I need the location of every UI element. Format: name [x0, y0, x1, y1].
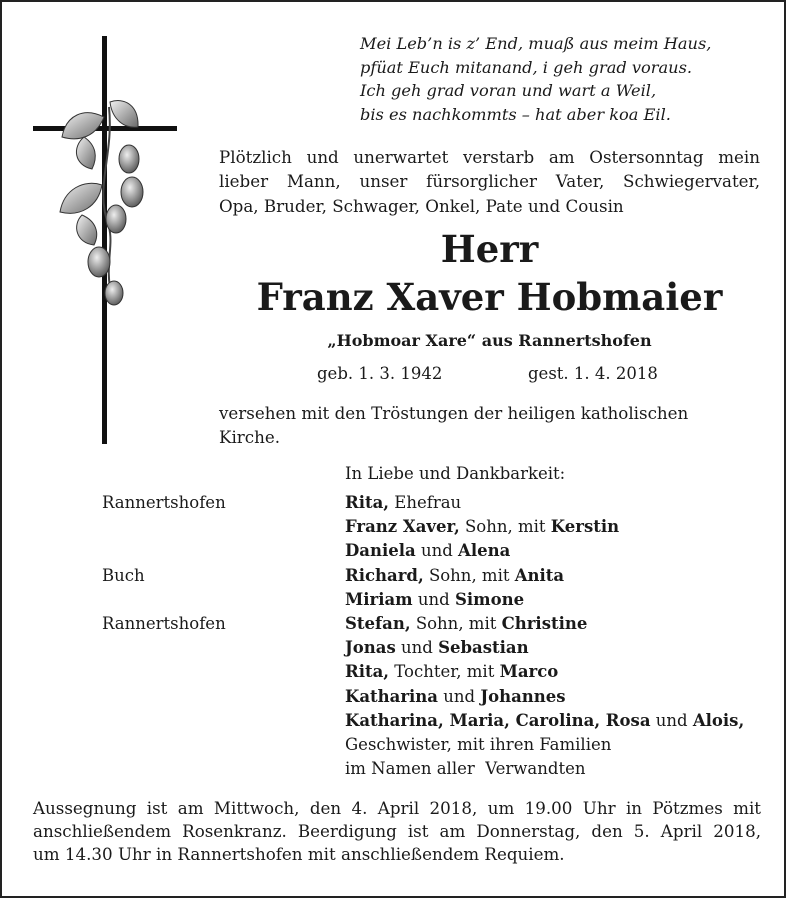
mourner-relation: Tochter, mit	[389, 662, 500, 682]
mourner-entry	[345, 491, 461, 515]
deceased-nickname: „Hobmoar Xare“ aus Rannertshofen	[327, 331, 652, 350]
mourner-name: Johannes	[480, 686, 566, 706]
mourner-entry	[345, 515, 619, 539]
intro-text	[219, 145, 760, 218]
mourner-name: Rita,	[345, 662, 390, 682]
mourner-row	[102, 709, 772, 733]
mourner-row	[102, 733, 772, 757]
death-date: gest. 1. 4. 2018	[528, 364, 658, 383]
salutation: Herr	[440, 227, 539, 271]
mourner-name: Rita,	[345, 493, 390, 512]
mourner-entry	[345, 612, 587, 636]
mourner-entry	[345, 733, 611, 757]
poem-line: bis es nachkommts – hat aber koa Eil.	[360, 104, 671, 124]
mourner-relation: und	[412, 589, 455, 609]
deceased-name: Franz Xaver Hobmaier	[256, 275, 723, 319]
mourner-relation: Sohn, mit	[423, 565, 515, 585]
funeral-line: anschließendem Rosenkranz. Beerdigung ist am Donnerstag, den 5. April 2018,	[33, 820, 761, 841]
mourner-relation: Geschwister, mit ihren Familien	[345, 734, 612, 754]
mourner-row	[102, 564, 772, 588]
mourner-relation: im Namen aller Verwandten	[345, 759, 586, 779]
mourner-row	[102, 539, 772, 563]
mourner-name: Katharina, Maria, Carolina, Rosa	[345, 710, 651, 730]
mourner-entry	[345, 588, 524, 612]
poem-line: pfüat Euch mitanand, i geh grad voraus.	[360, 57, 693, 77]
mourner-row	[102, 515, 772, 539]
mourner-name: Christine	[501, 613, 588, 633]
mourner-row	[102, 491, 772, 515]
mourner-name: Jonas	[345, 638, 396, 658]
mourner-row	[102, 636, 772, 660]
intro-line: Opa, Bruder, Schwager, Onkel, Pate und Cousin	[219, 195, 624, 216]
mourner-row	[102, 685, 772, 709]
mourner-row	[102, 757, 772, 781]
mourner-relation: und	[438, 686, 481, 706]
sacrament-text	[219, 401, 760, 450]
mourner-entry	[345, 709, 744, 733]
mourner-relation: und	[415, 541, 459, 561]
mourner-name: Richard,	[345, 565, 424, 585]
sacrament-line: Kirche.	[219, 427, 281, 448]
funeral-line: um 14.30 Uhr in Rannertshofen mit anschließendem Requiem.	[33, 843, 565, 864]
mourner-relation: Ehefrau	[389, 493, 462, 512]
intro-line: lieber Mann, unser fürsorglicher Vater, Schwiegervater,	[219, 171, 760, 192]
mourner-relation: und	[395, 638, 439, 658]
mourner-place: Buch	[102, 565, 145, 585]
mourner-name: Marco	[499, 662, 559, 682]
mourner-entry	[345, 564, 564, 588]
mourner-row	[102, 660, 772, 684]
mourner-name: Katharina	[345, 686, 438, 706]
mourner-name: Franz Xaver,	[345, 517, 460, 537]
poem-line: Mei Leb’n is z’ End, muaß aus meim Haus,	[360, 34, 712, 53]
mourner-name: Stefan,	[345, 613, 411, 633]
mourner-entry	[345, 636, 529, 660]
mourner-name: Sebastian	[438, 638, 529, 658]
funeral-line: Aussegnung ist am Mittwoch, den 4. April 2018, um 19.00 Uhr in Pötzmes mit	[33, 798, 761, 818]
intro-line: Plötzlich und unerwartet verstarb am Ostersonntag mein	[219, 147, 760, 167]
poem	[360, 32, 770, 126]
funeral-info	[33, 797, 761, 865]
mourner-row	[102, 612, 772, 636]
mourner-entry	[345, 660, 558, 684]
hops-vine-icon	[54, 97, 154, 312]
mourner-row	[102, 588, 772, 612]
poem-line: Ich geh grad voran und wart a Weil,	[360, 81, 657, 101]
mourner-name: Alena	[458, 541, 511, 561]
mourner-name: Miriam	[345, 589, 413, 609]
mourner-place: Rannertshofen	[102, 493, 226, 512]
mourner-entry	[345, 539, 510, 563]
mourner-name: Daniela	[345, 541, 416, 561]
birth-date: geb. 1. 3. 1942	[317, 364, 443, 383]
mourner-name: Anita	[514, 565, 565, 585]
sacrament-line: versehen mit den Tröstungen der heiligen katholischen	[219, 403, 689, 423]
mourner-relation: und	[650, 710, 693, 730]
mourner-name: Kerstin	[550, 517, 620, 537]
mourner-entry	[345, 757, 585, 781]
mourner-relation: Sohn, mit	[410, 613, 502, 633]
thanks-line: In Liebe und Dankbarkeit:	[345, 464, 566, 483]
mourner-name: Alois,	[692, 710, 745, 730]
mourner-place: Rannertshofen	[102, 613, 226, 633]
mourner-name: Simone	[454, 589, 525, 609]
mourner-entry	[345, 685, 566, 709]
mourner-relation: Sohn, mit	[459, 517, 551, 537]
mourners-list	[102, 491, 772, 781]
